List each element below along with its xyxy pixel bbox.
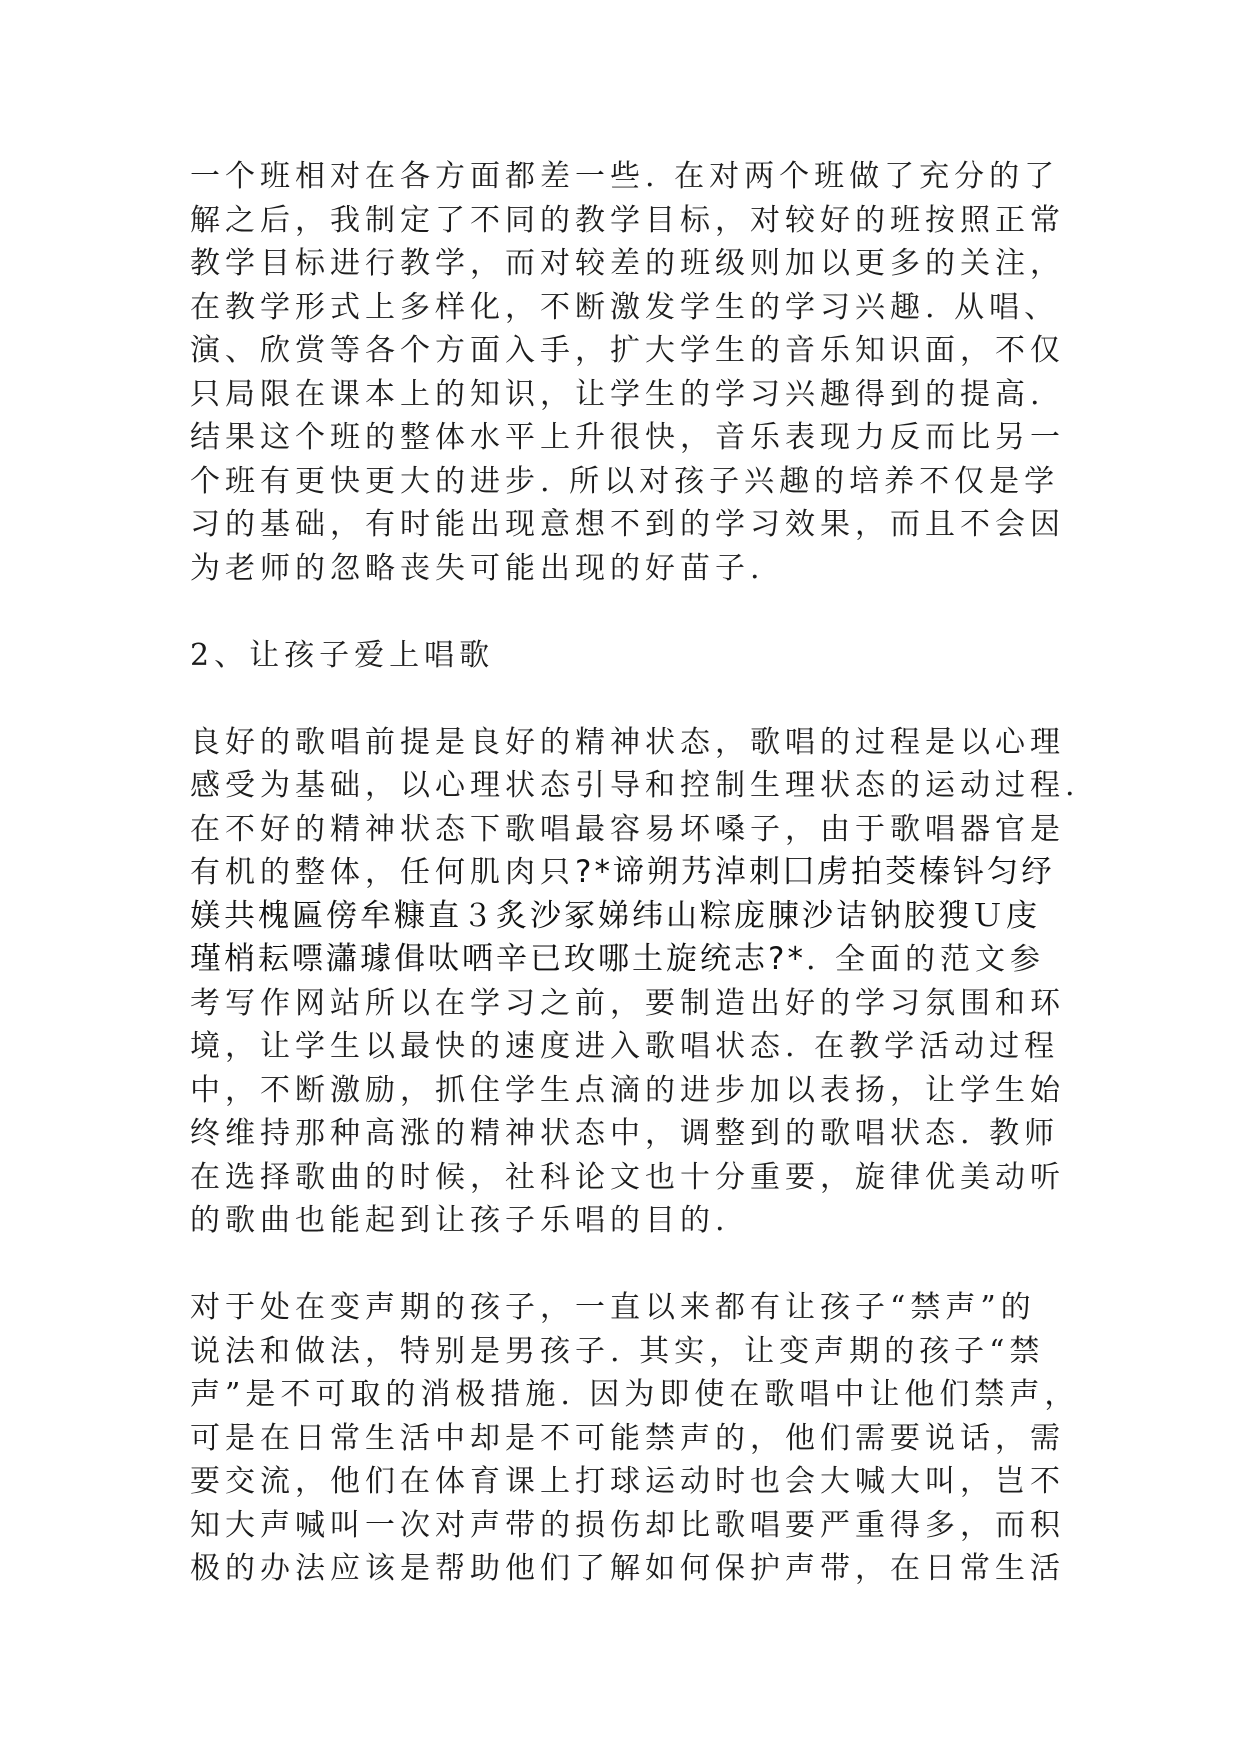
paragraph-2-line: 考写作网站所以在学习之前，要制造出好的学习氛围和环 [190,985,1065,1021]
paragraph-2-line: 在不好的精神状态下歌唱最容易坏嗓子，由于歌唱器官是 [190,811,1065,847]
paragraph-1 [190,155,1070,590]
paragraph-2-line: 感受为基础，以心理状态引导和控制生理状态的运动过程. [190,768,1080,803]
paragraph-2-line: 终维持那种高涨的精神状态中，调整到的歌唱状态. 教师 [190,1116,1060,1151]
garbled-text-segment: 瑾梢耘嘌瀟璩偮呔哂辛已玫哪土旋统志?* [190,941,806,977]
paragraph-1-line: 演、欣赏等各个方面入手，扩大学生的音乐知识面，不仅 [190,333,1065,368]
paragraph-2-line: 良好的歌唱前提是良好的精神状态，歌唱的过程是以心理 [190,724,1065,760]
paragraph-2 [190,721,1080,1243]
paragraph-3 [190,1286,1080,1591]
garbled-text-segment: ?*谛朔艿淖刺囗虏拍茭榛钭匀纾 [575,854,1055,890]
paragraph-1-line: 结果这个班的整体水平上升很快，音乐表现力反而比另一 [190,420,1065,455]
paragraph-3-line: 要交流，他们在体育课上打球运动时也会大喊大叫，岂不 [190,1464,1065,1499]
paragraph-1-line: 为老师的忽略丧失可能出现的好苗子. [190,550,765,586]
document-body [190,155,1080,1634]
line-text-segment: 有机的整体，任何肌肉只 [190,855,575,890]
paragraph-2-line: 的歌曲也能起到让孩子乐唱的目的. [190,1203,730,1238]
paragraph-2-line [190,851,1070,895]
paragraph-1-line: 一个班相对在各方面都差一些. 在对两个班做了充分的了 [190,159,1060,194]
section-heading-block [190,634,1070,678]
paragraph-2-line: 中，不断激励，抓住学生点滴的进步加以表扬，让学生始 [190,1072,1065,1108]
paragraph-1-line: 只局限在课本上的知识，让学生的学习兴趣得到的提高. [190,376,1045,412]
paragraph-1-line: 教学目标进行教学，而对较差的班级则加以更多的关注， [190,246,1065,281]
line-text-segment: . 全面的范文参 [805,942,1046,977]
paragraph-2-line [190,895,1070,939]
paragraph-1-line: 个班有更快更大的进步. 所以对孩子兴趣的培养不仅是学 [190,463,1060,499]
paragraph-2-line [190,938,1070,982]
paragraph-3-line: 声”是不可取的消极措施. 因为即使在歌唱中让他们禁声， [190,1377,1080,1412]
paragraph-3-line: 说法和做法，特别是男孩子. 其实，让变声期的孩子“禁 [190,1333,1045,1369]
paragraph-2-line: 在选择歌曲的时候，社科论文也十分重要，旋律优美动听 [190,1159,1065,1195]
paragraph-3-line: 可是在日常生活中却是不可能禁声的，他们需要说话，需 [190,1420,1065,1456]
paragraph-2-line: 境，让学生以最快的速度进入歌唱状态. 在教学活动过程 [190,1029,1060,1064]
paragraph-1-line: 解之后，我制定了不同的教学目标，对较好的班按照正常 [190,202,1065,238]
paragraph-3-line: 极的办法应该是帮助他们了解如何保护声带，在日常生活 [190,1551,1065,1586]
paragraph-1-line: 在教学形式上多样化，不断激发学生的学习兴趣. 从唱、 [190,289,1060,325]
paragraph-1-line: 习的基础，有时能出现意想不到的学习效果，而且不会因 [190,507,1065,542]
paragraph-3-line: 知大声喊叫一次对声带的损伤却比歌唱要严重得多，而积 [190,1507,1065,1543]
paragraph-3-line: 对于处在变声期的孩子，一直以来都有让孩子“禁声”的 [190,1290,1036,1325]
section-heading: 2、让孩子爱上唱歌 [190,637,495,673]
garbled-text-segment: 媄共槐匾傍牟糠直３炙沙冢娣纬山粽庞腖沙诘钠胶獀Ｕ庋 [190,897,1040,934]
